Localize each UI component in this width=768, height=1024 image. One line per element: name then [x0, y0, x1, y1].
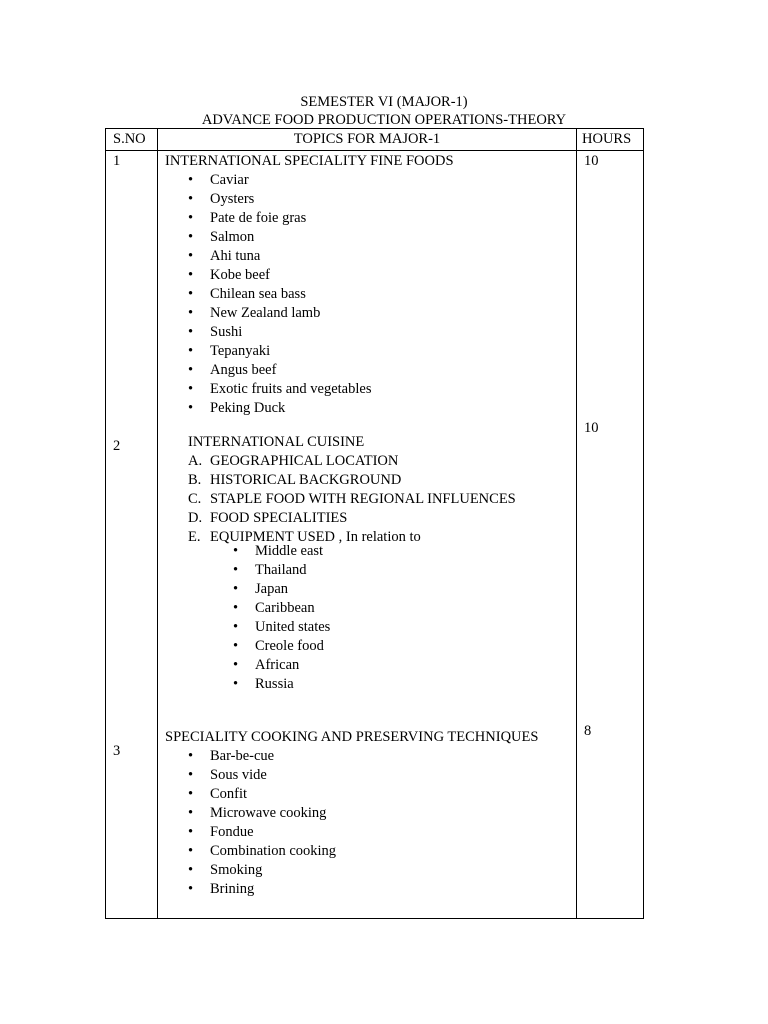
list-item — [233, 656, 330, 675]
topic-item-list — [188, 747, 337, 899]
row-topic-title: INTERNATIONAL CUISINE — [188, 434, 365, 450]
list-item-text: Confit — [210, 786, 248, 802]
list-item — [233, 618, 331, 637]
bullet-marker: • — [188, 862, 194, 878]
row-hours: 10 — [584, 153, 599, 169]
bullet-marker: • — [188, 248, 194, 264]
column-divider-2 — [576, 128, 577, 919]
list-item — [188, 452, 516, 471]
bullet-marker: • — [233, 657, 239, 673]
list-item — [233, 542, 330, 561]
topic-lettered-list — [188, 452, 516, 547]
list-item — [188, 171, 371, 190]
list-item — [188, 342, 371, 361]
bullet-marker: • — [188, 805, 194, 821]
list-item-text: Creole food — [255, 638, 324, 654]
bullet-marker: • — [188, 305, 194, 321]
list-item-text: Sushi — [210, 324, 243, 340]
list-item — [188, 209, 371, 228]
bullet-marker: • — [233, 638, 239, 654]
list-item — [233, 637, 330, 656]
table-border-left — [105, 128, 106, 919]
list-item-text: GEOGRAPHICAL LOCATION — [210, 453, 399, 469]
list-item — [233, 599, 330, 618]
bullet-marker: • — [188, 786, 194, 802]
list-item-text: Caribbean — [255, 600, 315, 616]
item-letter: A. — [188, 453, 203, 469]
list-item-text: New Zealand lamb — [210, 305, 321, 321]
bullet-marker: • — [188, 191, 194, 207]
bullet-marker: • — [233, 619, 239, 635]
list-item-text: United states — [255, 619, 331, 635]
list-item — [188, 880, 336, 899]
bullet-marker: • — [188, 324, 194, 340]
topic-item-list — [233, 542, 331, 694]
bullet-marker: • — [188, 824, 194, 840]
list-item — [188, 509, 516, 528]
list-item — [188, 190, 371, 209]
bullet-marker: • — [188, 843, 194, 859]
list-item — [188, 766, 336, 785]
list-item-text: Ahi tuna — [210, 248, 261, 264]
bullet-marker: • — [188, 881, 194, 897]
list-item — [188, 304, 371, 323]
topic-item-list — [188, 171, 372, 418]
list-item — [188, 399, 371, 418]
list-item-text: Middle east — [255, 543, 324, 559]
semester-heading: SEMESTER VI (MAJOR-1) — [300, 94, 468, 110]
list-item-text: Sous vide — [210, 767, 267, 783]
row-topic-title: INTERNATIONAL SPECIALITY FINE FOODS — [165, 153, 454, 169]
list-item — [188, 804, 336, 823]
item-letter: C. — [188, 491, 202, 507]
list-item-text: STAPLE FOOD WITH REGIONAL INFLUENCES — [210, 491, 516, 507]
row-hours: 10 — [584, 420, 599, 436]
column-header-hours: HOURS — [582, 131, 632, 147]
item-letter: B. — [188, 472, 202, 488]
course-title: ADVANCE FOOD PRODUCTION OPERATIONS-THEORY — [201, 112, 567, 128]
list-item-text: Microwave cooking — [210, 805, 327, 821]
column-header-sno: S.NO — [113, 131, 146, 147]
list-item-text: Salmon — [210, 229, 255, 245]
row-sno: 2 — [113, 438, 121, 454]
bullet-marker: • — [233, 543, 239, 559]
list-item-text: Peking Duck — [210, 400, 286, 416]
bullet-marker: • — [233, 581, 239, 597]
list-item — [188, 266, 371, 285]
row-hours: 8 — [584, 723, 592, 739]
list-item — [233, 675, 330, 694]
list-item — [188, 380, 372, 399]
list-item — [188, 785, 336, 804]
bullet-marker: • — [188, 748, 194, 764]
item-letter: E. — [188, 529, 201, 545]
bullet-marker: • — [233, 676, 239, 692]
bullet-marker: • — [188, 210, 194, 226]
bullet-marker: • — [233, 562, 239, 578]
bullet-marker: • — [188, 286, 194, 302]
list-item — [233, 561, 330, 580]
bullet-marker: • — [188, 381, 194, 397]
header-divider — [105, 150, 644, 151]
bullet-marker: • — [233, 600, 239, 616]
list-item-text: EQUIPMENT USED , In relation to — [210, 529, 421, 545]
list-item — [188, 228, 371, 247]
list-item-text: Combination cooking — [210, 843, 337, 859]
list-item-text: Angus beef — [210, 362, 277, 378]
list-item-text: Smoking — [210, 862, 263, 878]
list-item — [188, 823, 336, 842]
list-item — [188, 471, 516, 490]
list-item — [188, 285, 371, 304]
list-item-text: Exotic fruits and vegetables — [210, 381, 372, 397]
list-item-text: Japan — [255, 581, 289, 597]
list-item-text: African — [255, 657, 300, 673]
bullet-marker: • — [188, 767, 194, 783]
bullet-marker: • — [188, 400, 194, 416]
list-item — [188, 247, 371, 266]
table-border-top — [105, 128, 644, 129]
list-item — [188, 747, 336, 766]
bullet-marker: • — [188, 362, 194, 378]
list-item-text: Chilean sea bass — [210, 286, 306, 302]
item-letter: D. — [188, 510, 203, 526]
list-item — [188, 361, 371, 380]
row-sno: 1 — [113, 153, 121, 169]
list-item-text: Caviar — [210, 172, 249, 188]
bullet-marker: • — [188, 267, 194, 283]
bullet-marker: • — [188, 172, 194, 188]
list-item-text: Bar-be-cue — [210, 748, 275, 764]
list-item — [233, 580, 330, 599]
table-border-right — [643, 128, 644, 919]
list-item-text: Russia — [255, 676, 294, 692]
list-item-text: Pate de foie gras — [210, 210, 307, 226]
row-sno: 3 — [113, 743, 121, 759]
bullet-marker: • — [188, 229, 194, 245]
list-item-text: Kobe beef — [210, 267, 270, 283]
column-header-topics: TOPICS FOR MAJOR-1 — [293, 131, 441, 147]
list-item-text: HISTORICAL BACKGROUND — [210, 472, 402, 488]
table-border-bottom — [105, 918, 644, 919]
list-item — [188, 861, 336, 880]
list-item — [188, 490, 516, 509]
list-item-text: Thailand — [255, 562, 307, 578]
list-item-text: Oysters — [210, 191, 255, 207]
row-topic-title: SPECIALITY COOKING AND PRESERVING TECHNIQUES — [165, 729, 539, 745]
list-item — [188, 323, 371, 342]
list-item-text: Tepanyaki — [210, 343, 271, 359]
column-divider-1 — [157, 128, 158, 919]
bullet-marker: • — [188, 343, 194, 359]
list-item-text: FOOD SPECIALITIES — [210, 510, 348, 526]
list-item-text: Fondue — [210, 824, 254, 840]
list-item-text: Brining — [210, 881, 255, 897]
list-item — [188, 842, 337, 861]
